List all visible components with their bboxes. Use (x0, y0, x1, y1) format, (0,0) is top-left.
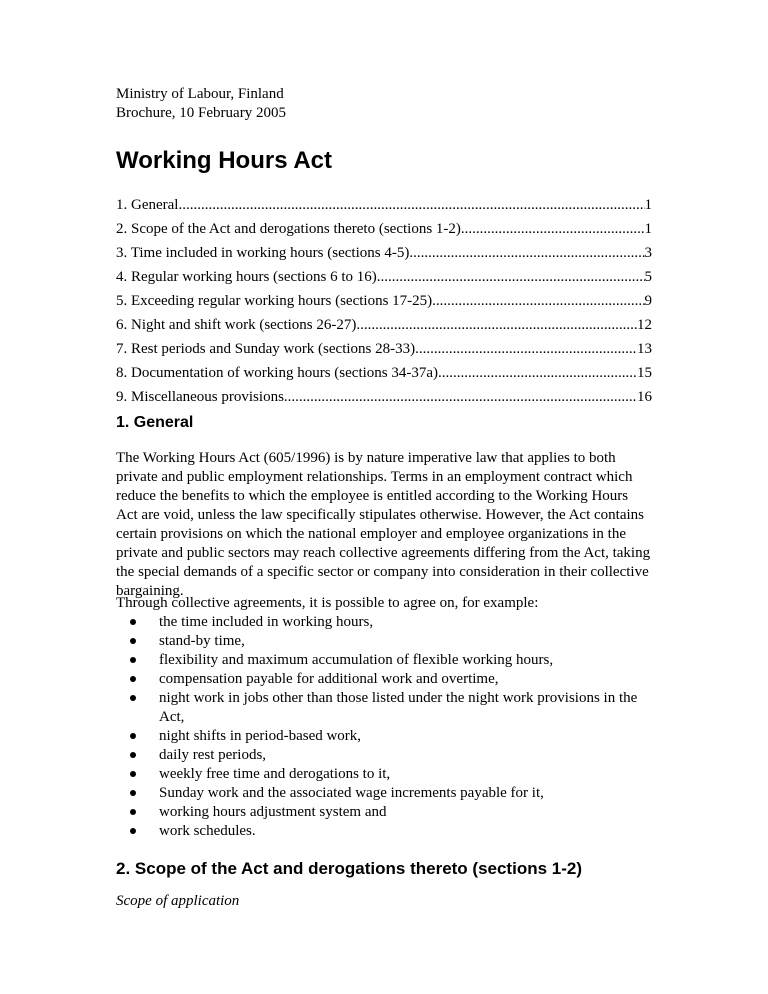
bullet-icon (130, 828, 136, 834)
toc-page-number: 1 (644, 197, 652, 213)
toc-entry[interactable] (116, 313, 652, 337)
toc-dot-leader (415, 337, 637, 361)
list-item-text: weekly free time and derogations to it, (159, 766, 391, 782)
bullet-icon (130, 638, 136, 644)
bullet-icon (130, 619, 136, 625)
organization-name: Ministry of Labour, Finland (116, 86, 284, 102)
toc-page-number: 12 (637, 317, 652, 333)
toc-page-number: 16 (637, 389, 652, 405)
toc-entry[interactable] (116, 217, 652, 241)
bullet-icon (130, 790, 136, 796)
toc-page-number: 9 (644, 293, 652, 309)
list-item (116, 613, 652, 632)
toc-dot-leader (356, 313, 637, 337)
toc-page-number: 13 (637, 341, 652, 357)
list-item-text: working hours adjustment system and (159, 804, 387, 820)
section-heading-general: 1. General (116, 414, 194, 431)
bullet-icon (130, 733, 136, 739)
toc-entry[interactable] (116, 241, 652, 265)
toc-dot-leader (284, 385, 637, 409)
bullet-icon (130, 657, 136, 663)
document-title: Working Hours Act (116, 147, 333, 174)
document-header (116, 85, 286, 123)
table-of-contents (116, 193, 652, 409)
toc-dot-leader (438, 361, 637, 385)
toc-dot-leader (409, 241, 644, 265)
toc-dot-leader (461, 217, 645, 241)
list-item (116, 689, 652, 727)
list-item (116, 632, 652, 651)
bullet-icon (130, 676, 136, 682)
toc-page-number: 5 (644, 269, 652, 285)
toc-dot-leader (377, 265, 645, 289)
toc-entry-text: 9. Miscellaneous provisions (116, 389, 284, 405)
toc-entry[interactable] (116, 361, 652, 385)
list-item (116, 746, 652, 765)
toc-entry-text: 5. Exceeding regular working hours (sections 17-25) (116, 293, 433, 309)
list-item (116, 765, 652, 784)
toc-entry-text: 2. Scope of the Act and derogations thereto (sections 1-2) (116, 221, 461, 237)
list-item (116, 822, 652, 841)
toc-entry[interactable] (116, 385, 652, 409)
document-info: Brochure, 10 February 2005 (116, 105, 286, 121)
bullet-icon (130, 695, 136, 701)
list-item (116, 651, 652, 670)
list-item (116, 784, 652, 803)
list-item-text: flexibility and maximum accumulation of flexible working hours, (159, 652, 554, 668)
list-item (116, 727, 652, 746)
toc-page-number: 3 (644, 245, 652, 261)
list-item-text: night shifts in period-based work, (159, 728, 362, 744)
bullet-list (116, 613, 652, 841)
toc-entry[interactable] (116, 193, 652, 217)
bullet-icon (130, 752, 136, 758)
toc-dot-leader (432, 289, 644, 313)
list-item-text: stand-by time, (159, 633, 245, 649)
toc-entry-text: 3. Time included in working hours (sections 4-5) (116, 245, 410, 261)
bullet-icon (130, 809, 136, 815)
section-heading-scope: 2. Scope of the Act and derogations thereto (sections 1-2) (116, 859, 582, 878)
toc-entry-text: 1. General (116, 197, 179, 213)
bullet-icon (130, 771, 136, 777)
paragraph: Through collective agreements, it is possible to agree on, for example: (116, 595, 539, 611)
toc-dot-leader (178, 193, 644, 217)
list-item-text: the time included in working hours, (159, 614, 374, 630)
list-item (116, 803, 652, 822)
toc-entry-text: 7. Rest periods and Sunday work (sections 28-33) (116, 341, 416, 357)
list-item-text: daily rest periods, (159, 747, 267, 763)
list-item-text: night work in jobs other than those listed under the night work provisions in the Act, (159, 690, 638, 725)
toc-page-number: 15 (637, 365, 652, 381)
list-item-text: work schedules. (159, 823, 256, 839)
toc-page-number: 1 (644, 221, 652, 237)
list-item-text: Sunday work and the associated wage increments payable for it, (159, 785, 544, 801)
toc-entry-text: 8. Documentation of working hours (sections 34-37a) (116, 365, 439, 381)
toc-entry[interactable] (116, 265, 652, 289)
subheading-scope-of-application: Scope of application (116, 893, 240, 909)
paragraph: The Working Hours Act (605/1996) is by nature imperative law that applies to both private and public employment relationships. Terms in an employment contract which reduce the benefits to which the employee is entitled according to the Working Hours Act are void, unless the law specifically stipulates otherwise. However, the Act contains certain provisions on which the national employer and employee organizations in the private and public sectors may reach collective agreements differing from the Act, taking the special demands of a specific sector or company into consideration in their collective bargaining. (116, 450, 651, 599)
list-item-text: compensation payable for additional work and overtime, (159, 671, 499, 687)
toc-entry-text: 4. Regular working hours (sections 6 to 16) (116, 269, 377, 285)
toc-entry[interactable] (116, 337, 652, 361)
toc-entry-text: 6. Night and shift work (sections 26-27) (116, 317, 357, 333)
toc-entry[interactable] (116, 289, 652, 313)
list-item (116, 670, 652, 689)
